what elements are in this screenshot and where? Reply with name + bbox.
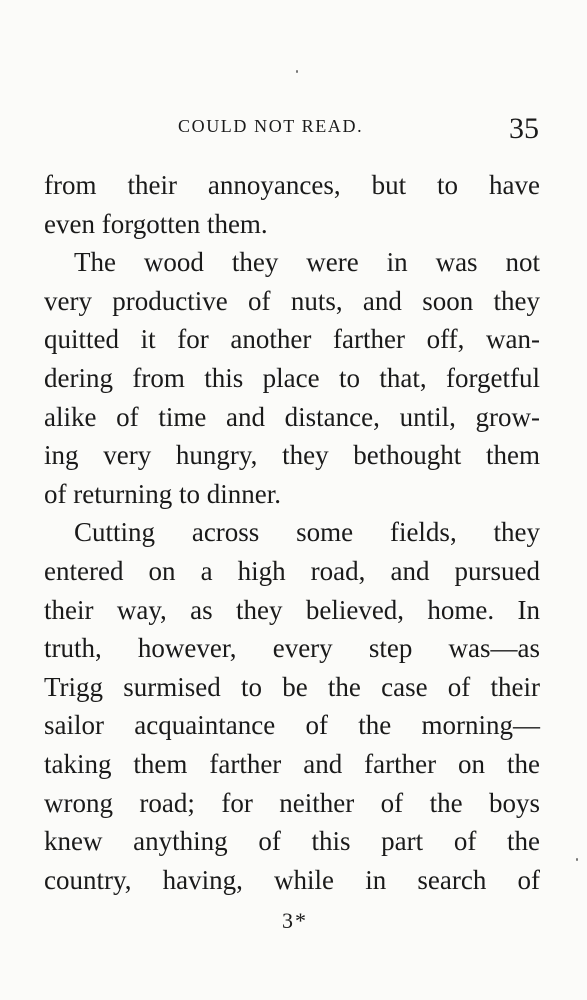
text-line: alike of time and distance, until, grow- (44, 401, 540, 432)
text-line: of returning to dinner. (44, 478, 281, 509)
text-line: from their annoyances, but to have (44, 170, 540, 200)
text-line: country, having, while in search of (44, 864, 540, 895)
text-line: Cutting across some fields, they (74, 517, 540, 548)
page-number: 35 (509, 112, 539, 145)
text-line: their way, as they believed, home. In (44, 594, 540, 625)
text-line: even forgotten them. (44, 208, 268, 239)
text-line: quitted it for another farther off, wan- (44, 324, 540, 355)
text-line: taking them farther and farther on the (44, 748, 540, 779)
text-line: entered on a high road, and pursued (44, 555, 540, 586)
text-line: sailor acquaintance of the morning— (44, 710, 540, 741)
text-line: ing very hungry, they bethought them (44, 440, 540, 471)
text-line: knew anything of this part of the (44, 826, 540, 857)
body-text (44, 166, 540, 899)
text-line: Trigg surmised to be the case of their (44, 671, 540, 702)
ink-speck (576, 858, 578, 861)
running-head (0, 112, 587, 144)
running-title: COULD NOT READ. (178, 116, 364, 136)
text-line: The wood they were in was not (74, 247, 540, 278)
text-line: wrong road; for neither of the boys (44, 787, 540, 818)
ink-speck (296, 70, 298, 73)
signature-mark: 3* (282, 908, 308, 933)
text-line: very productive of nuts, and soon they (44, 285, 540, 316)
text-line: truth, however, every step was—as (44, 633, 540, 664)
text-line: dering from this place to that, forgetful (44, 362, 540, 393)
